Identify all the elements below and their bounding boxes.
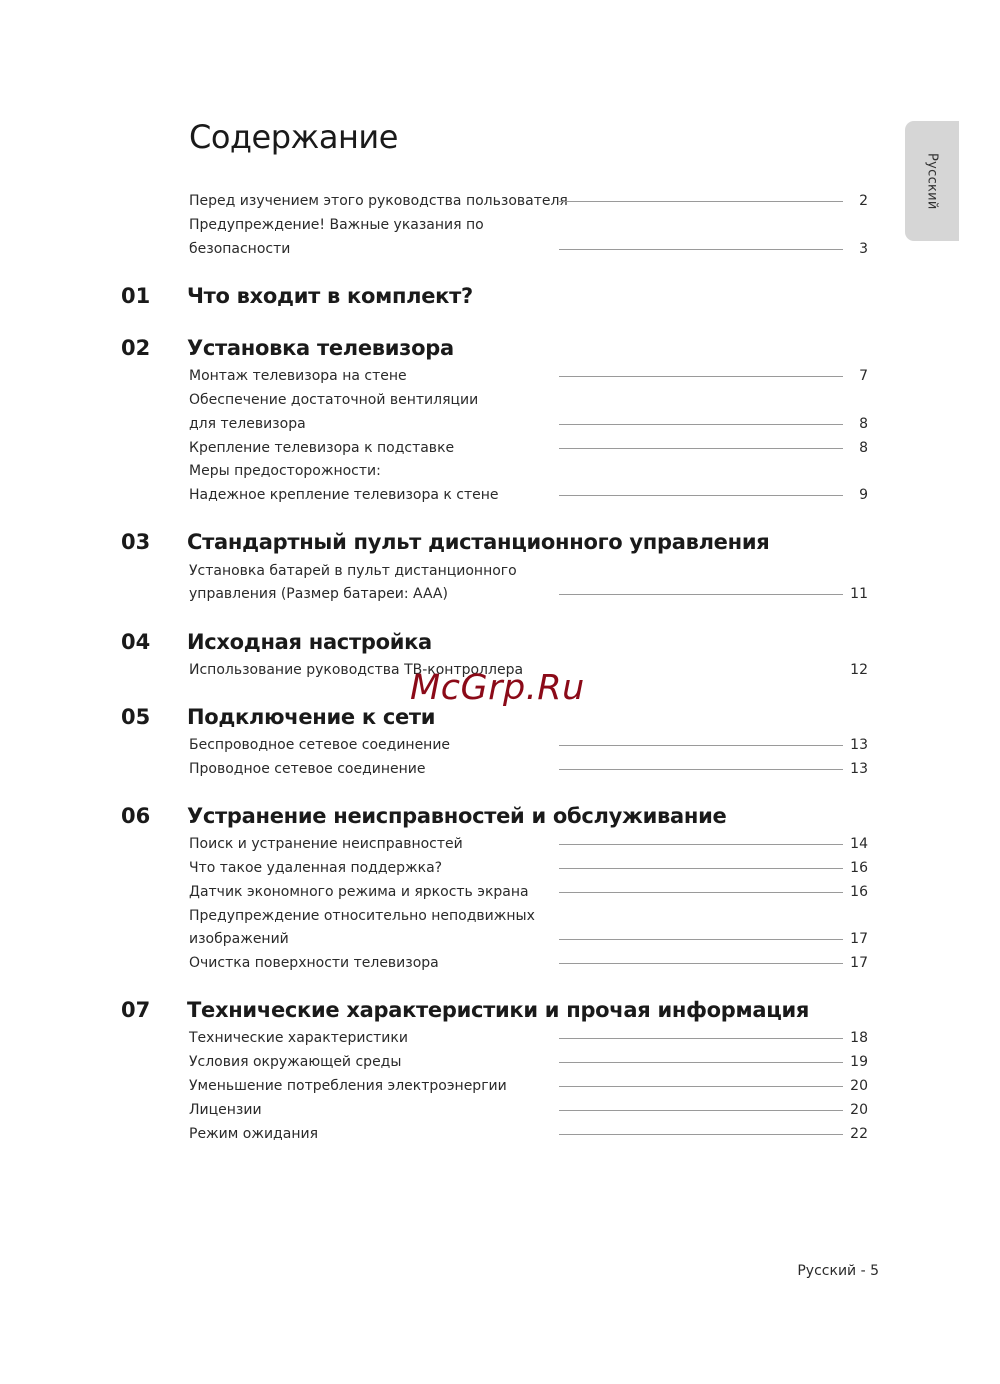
dot-leader [559,939,843,940]
toc-entry-text: Монтаж телевизора на стене [189,368,407,384]
toc-entry[interactable] [189,189,879,213]
toc-entry-text: Надежное крепление телевизора к стене [189,487,499,503]
section-title: Установка телевизора [187,336,454,360]
toc-entry-page: 9 [859,487,868,503]
section-title: Стандартный пульт дистанционного управления [187,530,770,554]
toc-entry-text: для телевизора [189,416,306,432]
dot-leader [559,745,843,746]
toc-entry-page: 13 [850,737,868,753]
language-tab-label: Русский [924,152,940,210]
toc-entry-text: Крепление телевизора к подставке [189,440,455,456]
toc-entry-page: 20 [850,1102,868,1118]
toc-entry-text: Предупреждение! Важные указания по [189,217,484,233]
toc-entry-page: 18 [850,1030,868,1046]
toc-entry[interactable] [189,951,879,975]
toc-entry[interactable] [189,436,879,460]
page-title: Содержание [189,118,398,156]
section-title: Что входит в комплект? [187,284,473,308]
toc-entry[interactable] [189,559,879,583]
toc-entry-text: Датчик экономного режима и яркость экрана [189,884,529,900]
toc-entry-page: 22 [850,1126,868,1142]
toc-entry[interactable] [189,213,879,237]
toc-entry[interactable] [189,1050,879,1074]
section-number: 01 [121,284,151,308]
toc-entry[interactable] [189,927,879,951]
toc-entry[interactable] [189,757,879,781]
toc-entry-page: 11 [850,586,868,602]
toc-entry[interactable] [189,832,879,856]
dot-leader [559,1134,843,1135]
toc-entry-text: Режим ожидания [189,1126,318,1142]
toc-entry-text: Лицензии [189,1102,262,1118]
dot-leader [559,448,843,449]
toc-entry-page: 14 [850,836,868,852]
toc-entry-page: 17 [850,955,868,971]
toc-entry[interactable] [189,388,879,412]
toc-entry-page: 13 [850,761,868,777]
section-title: Подключение к сети [187,705,436,729]
section-title: Устранение неисправностей и обслуживание [187,804,727,828]
toc-entry-page: 16 [850,860,868,876]
toc-entry-text: Установка батарей в пульт дистанционного [189,563,517,579]
toc-entry-text: Меры предосторожности: [189,463,381,479]
toc-entry-page: 7 [859,368,868,384]
toc-entry[interactable] [189,1122,879,1146]
language-tab[interactable] [905,121,959,241]
toc-entry-text: Обеспечение достаточной вентиляции [189,392,479,408]
toc-entry-page: 8 [859,440,868,456]
dot-leader [559,963,843,964]
toc-entry[interactable] [189,582,879,606]
toc-entry-text: Уменьшение потребления электроэнергии [189,1078,507,1094]
toc-entry[interactable] [189,880,879,904]
section-title: Исходная настройка [187,630,432,654]
toc-entry-page: 2 [859,193,868,209]
toc-entry-text: Технические характеристики [189,1030,408,1046]
dot-leader [559,594,843,595]
toc-entry-page: 19 [850,1054,868,1070]
section-number: 04 [121,630,151,654]
section-heading-01[interactable] [121,284,881,318]
toc-entry-page: 3 [859,241,868,257]
toc-entry-text: Что такое удаленная поддержка? [189,860,443,876]
toc-entry[interactable] [189,904,879,928]
toc-entry-page: 20 [850,1078,868,1094]
toc-entry-text: Проводное сетевое соединение [189,761,426,777]
toc-entry-page: 16 [850,884,868,900]
dot-leader [559,1086,843,1087]
toc-entry-text: управления (Размер батареи: AAA) [189,586,448,602]
toc-entry-text: изображений [189,931,289,947]
dot-leader [559,892,843,893]
dot-leader [559,1038,843,1039]
toc-entry-text: Беспроводное сетевое соединение [189,737,451,753]
dot-leader [559,424,843,425]
toc-entry-text: Условия окружающей среды [189,1054,402,1070]
toc-entry-page: 17 [850,931,868,947]
toc-entry[interactable] [189,1026,879,1050]
dot-leader [559,1110,843,1111]
section-number: 05 [121,705,151,729]
toc-entry[interactable] [189,459,879,483]
toc-entry-text: безопасности [189,241,291,257]
section-number: 06 [121,804,151,828]
section-title: Технические характеристики и прочая информация [187,998,810,1022]
dot-leader [559,769,843,770]
dot-leader [559,376,843,377]
dot-leader [559,1062,843,1063]
toc-entry[interactable] [189,483,879,507]
toc-entry-page: 12 [850,662,868,678]
toc-entry[interactable] [189,237,879,261]
toc-entry[interactable] [189,856,879,880]
dot-leader [559,201,843,202]
section-number: 07 [121,998,151,1022]
watermark: McGrp.Ru [410,668,585,708]
dot-leader [559,844,843,845]
toc-entry-text: Очистка поверхности телевизора [189,955,439,971]
dot-leader [559,249,843,250]
toc-entry-text: Поиск и устранение неисправностей [189,836,463,852]
section-number: 02 [121,336,151,360]
toc-entry[interactable] [189,364,879,388]
toc-entry-text: Предупреждение относительно неподвижных [189,908,535,924]
toc-entry-text: Использование руководства ТВ-контроллера [189,662,524,678]
page-footer: Русский - 5 [797,1263,879,1279]
dot-leader [559,868,843,869]
dot-leader [559,495,843,496]
section-number: 03 [121,530,151,554]
toc-entry[interactable] [189,1098,879,1122]
toc-entry[interactable] [189,733,879,757]
toc-entry-page: 8 [859,416,868,432]
toc-entry[interactable] [189,412,879,436]
toc-entry[interactable] [189,1074,879,1098]
toc-entry-text: Перед изучением этого руководства пользователя [189,193,568,209]
